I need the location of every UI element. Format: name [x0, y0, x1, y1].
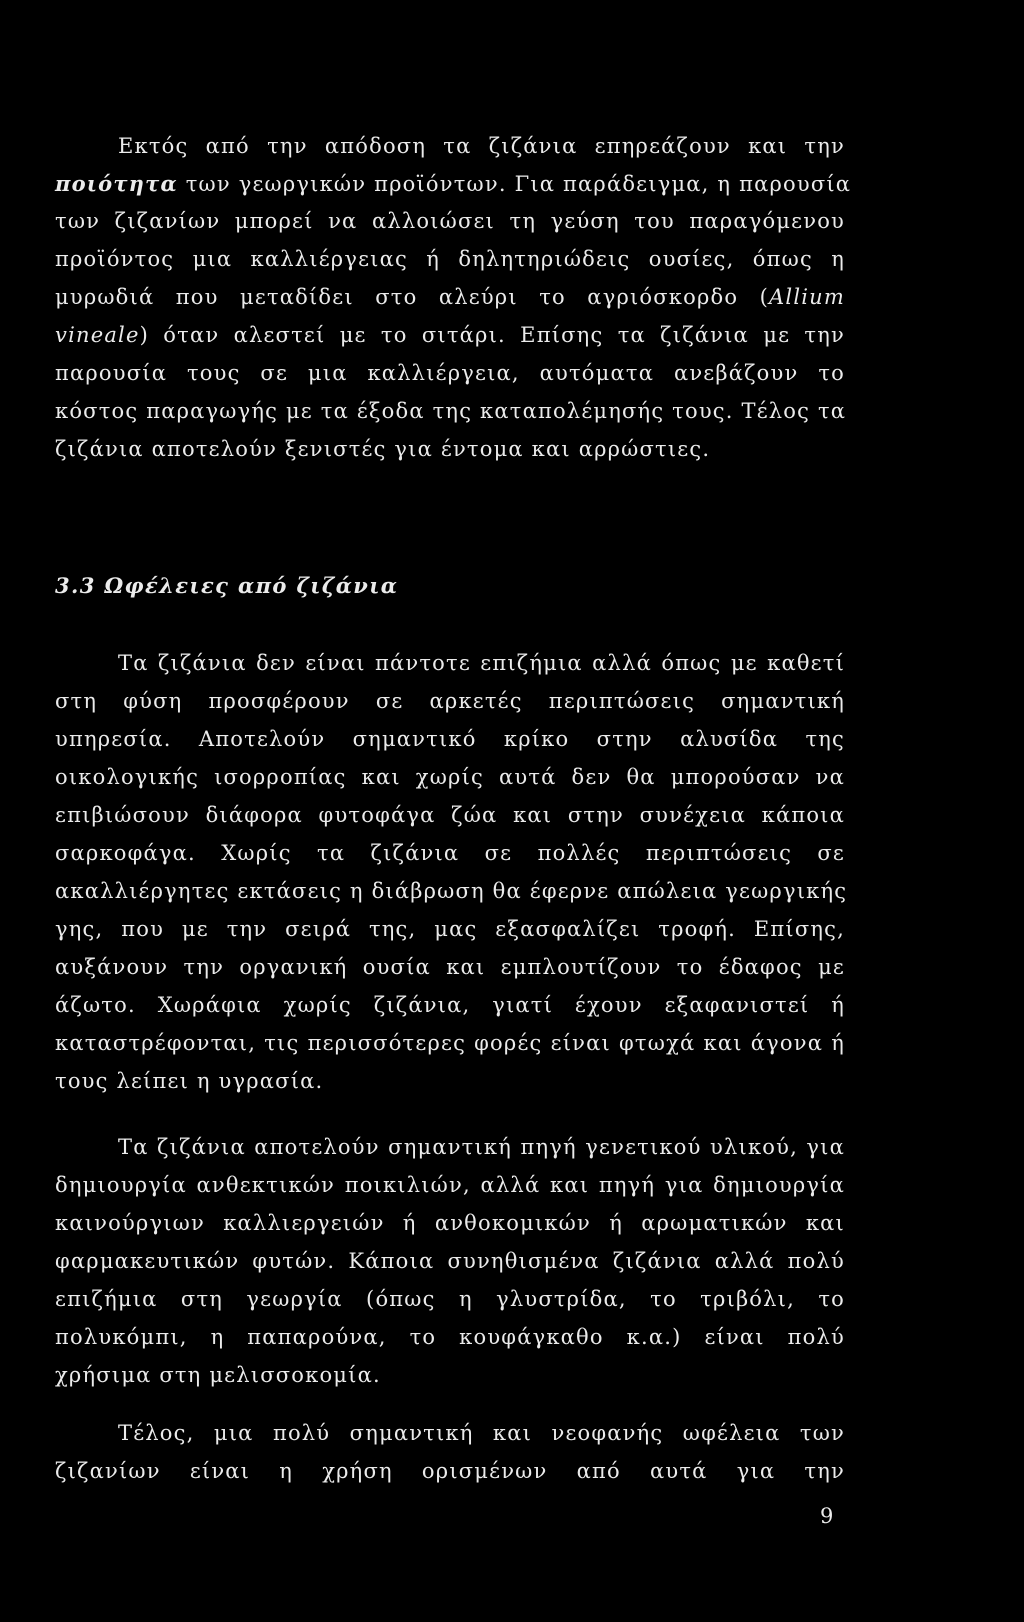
section-heading: 3.3 Ωφέλειες από ζιζάνια	[55, 573, 399, 598]
latin-name-genus: Allium	[769, 285, 845, 309]
p2-line-7: ακαλλιέργητες εκτάσεις η διάβρωση θα έφερνε απώλεια γεωργικής	[55, 879, 848, 903]
page-number: 9	[820, 1504, 834, 1528]
p3-line-6: πολυκόμπι, η παπαρούνα, το κουφάγκαθο κ.α.) είναι πολύ	[55, 1325, 845, 1349]
p1-line-8: κόστος παραγωγής με τα έξοδα της καταπολέμησής τους. Τέλος τα	[55, 399, 847, 423]
p1-line-5	[55, 282, 845, 312]
p3-line-3: καινούργιων καλλιεργειών ή ανθοκομικών ή αρωματικών και	[55, 1211, 845, 1235]
p4-line-2: ζιζανίων είναι η χρήση ορισμένων από αυτά για την	[55, 1459, 845, 1483]
bold-term-quality: ποιότητα	[55, 171, 178, 196]
p3-line-2: δημιουργία ανθεκτικών ποικιλιών, αλλά και πηγή για δημιουργία	[55, 1173, 845, 1197]
p2-line-4: οικολογικής ισορροπίας και χωρίς αυτά δεν θα μπορούσαν να	[55, 765, 845, 789]
p1-line-6-rest: ) όταν αλεστεί με το σιτάρι. Επίσης τα ζιζάνια με την	[139, 323, 845, 347]
p3-line-5: επιζήμια στη γεωργία (όπως η γλυστρίδα, το τριβόλι, το	[55, 1287, 845, 1311]
p2-line-12: τους λείπει η υγρασία.	[55, 1069, 324, 1093]
p1-line-7: παρουσία τους σε μια καλλιέργεια, αυτόματα ανεβάζουν το	[55, 361, 845, 385]
p1-line-1: Εκτός από την απόδοση τα ζιζάνια επηρεάζουν και την	[118, 134, 845, 158]
p1-line-5-start: μυρωδιά που μεταδίδει στο αλεύρι το αγριόσκορδο (	[55, 285, 770, 309]
p1-line-9: ζιζάνια αποτελούν ξενιστές για έντομα και αρρώστιες.	[55, 437, 711, 461]
p1-line-3: των ζιζανίων μπορεί να αλλοιώσει τη γεύση του παραγόμενου	[55, 209, 845, 233]
p3-line-1: Τα ζιζάνια αποτελούν σημαντική πηγή γενετικού υλικού, για	[118, 1135, 845, 1159]
p1-line-6	[55, 320, 845, 350]
p4-line-1: Τέλος, μια πολύ σημαντική και νεοφανής ωφέλεια των	[118, 1421, 845, 1445]
p1-line-2	[55, 169, 852, 199]
p2-line-6: σαρκοφάγα. Χωρίς τα ζιζάνια σε πολλές περιπτώσεις σε	[55, 841, 845, 865]
p2-line-9: αυξάνουν την οργανική ουσία και εμπλουτίζουν το έδαφος με	[55, 955, 845, 979]
p2-line-3: υπηρεσία. Αποτελούν σημαντικό κρίκο στην αλυσίδα της	[55, 727, 845, 751]
p2-line-2: στη φύση προσφέρουν σε αρκετές περιπτώσεις σημαντική	[55, 689, 845, 713]
p3-line-7: χρήσιμα στη μελισσοκομία.	[55, 1363, 381, 1387]
p2-line-8: γης, που με την σειρά της, μας εξασφαλίζει τροφή. Επίσης,	[55, 917, 845, 941]
p3-line-4: φαρμακευτικών φυτών. Κάποια συνηθισμένα ζιζάνια αλλά πολύ	[55, 1249, 845, 1273]
p2-line-1: Τα ζιζάνια δεν είναι πάντοτε επιζήμια αλλά όπως με καθετί	[118, 651, 845, 675]
p1-line-2-rest: των γεωργικών προϊόντων. Για παράδειγμα, η παρουσία	[177, 172, 852, 196]
p1-line-4: προϊόντος μια καλλιέργειας ή δηλητηριώδεις ουσίες, όπως η	[55, 247, 845, 271]
p2-line-10: άζωτο. Χωράφια χωρίς ζιζάνια, γιατί έχουν εξαφανιστεί ή	[55, 993, 845, 1017]
p2-line-11: καταστρέφονται, τις περισσότερες φορές είναι φτωχά και άγονα ή	[55, 1031, 845, 1055]
p2-line-5: επιβιώσουν διάφορα φυτοφάγα ζώα και στην συνέχεια κάποια	[55, 803, 845, 827]
latin-name-species: vineale	[55, 323, 140, 347]
